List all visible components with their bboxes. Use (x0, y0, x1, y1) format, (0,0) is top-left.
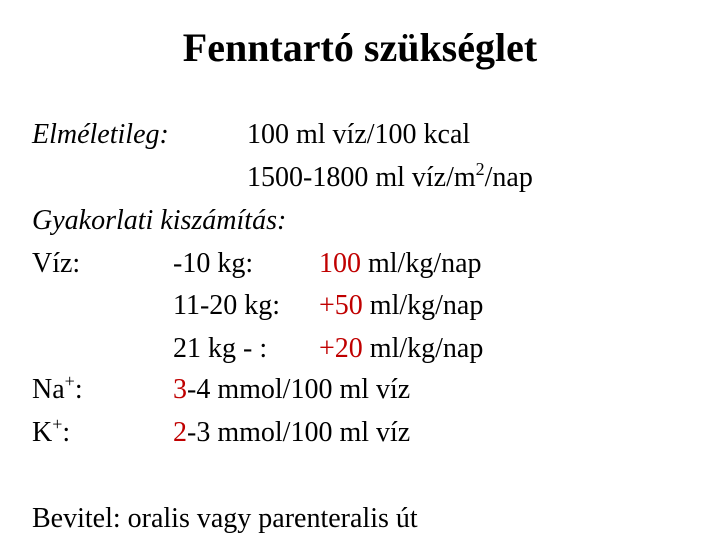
sodium-value: 3-4 mmol/100 ml víz (173, 374, 411, 405)
water-label: Víz: (32, 248, 81, 279)
theoretical-label: Elméletileg: (32, 119, 169, 150)
intake-note: Bevitel: oralis vagy parenteralis út (32, 503, 418, 534)
water-range-2: 11-20 kg: (173, 290, 281, 321)
theoretical-per-kcal: 100 ml víz/100 kcal (247, 119, 471, 150)
water-range-3: 21 kg - : (173, 333, 268, 364)
theoretical-per-m2: 1500-1800 ml víz/$m^2$/nap (247, 159, 533, 193)
potassium-value: 2-3 mmol/100 ml víz (173, 417, 411, 448)
practical-label: Gyakorlati kiszámítás: (32, 205, 287, 236)
water-rate-1: 100 ml/kg/nap (319, 248, 482, 279)
water-rate-2: +50 ml/kg/nap (319, 290, 484, 321)
potassium-label: K+: (32, 414, 71, 448)
water-rate-3: +20 ml/kg/nap (319, 333, 484, 364)
water-range-1: -10 kg: (173, 248, 254, 279)
sodium-label: Na+: (32, 371, 83, 405)
page-title: Fenntartó szükséglet (182, 25, 538, 70)
